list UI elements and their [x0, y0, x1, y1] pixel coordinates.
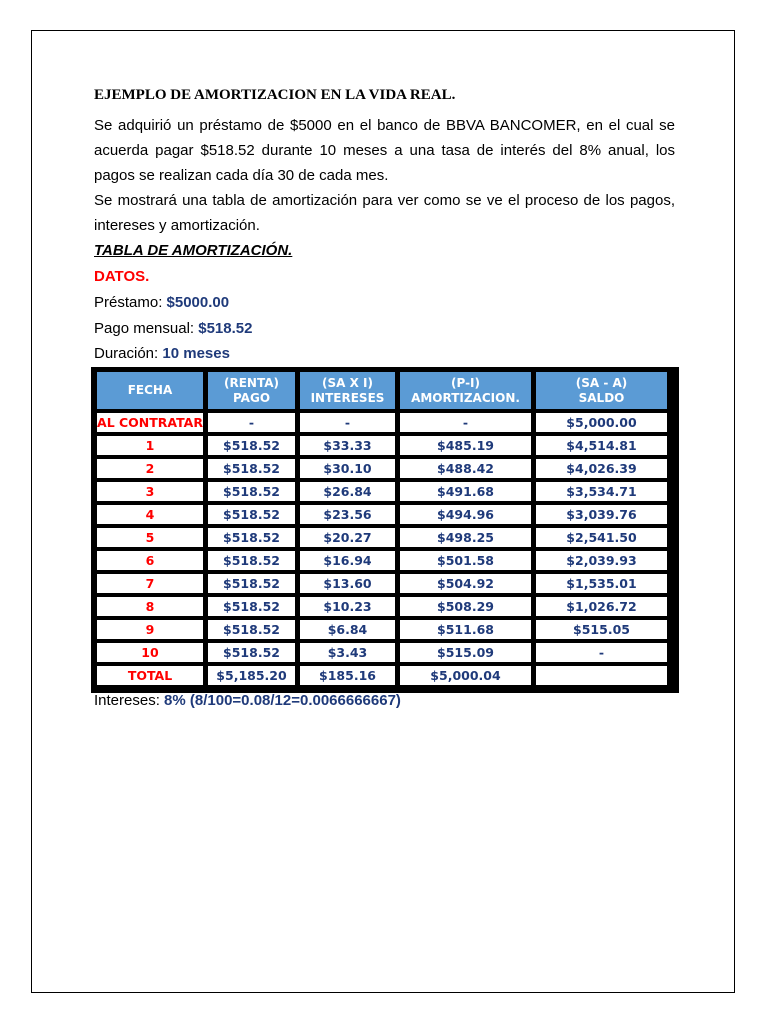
cell-saldo: $3,039.76	[536, 505, 667, 524]
cell-fecha: TOTAL	[97, 666, 203, 685]
cell-fecha: AL CONTRATAR	[97, 415, 203, 430]
datos-label: DATOS.	[94, 268, 150, 285]
cell-fecha: 3	[97, 482, 203, 501]
section-title: TABLA DE AMORTIZACIÓN.	[94, 242, 293, 259]
cell-pago: $518.52	[208, 482, 295, 501]
header-fecha	[97, 372, 203, 409]
cell-amortizacion: $488.42	[400, 459, 531, 478]
cell-fecha: 4	[97, 505, 203, 524]
explanation-paragraph: Se mostrará una tabla de amortización para ver como se ve el proceso de los pagos, intereses y amortización.	[94, 192, 675, 234]
cell-pago: $518.52	[208, 551, 295, 570]
amortization-table	[92, 368, 672, 689]
cell-amortizacion: $508.29	[400, 597, 531, 616]
document-body	[94, 83, 675, 367]
cell-amortizacion: $5,000.04	[400, 666, 531, 685]
table-row	[97, 505, 667, 524]
cell-saldo: $5,000.00	[536, 413, 667, 432]
cell-amortizacion: $511.68	[400, 620, 531, 639]
prestamo-value: $5000.00	[166, 294, 230, 311]
cell-saldo: $4,514.81	[536, 436, 667, 455]
header-intereses	[300, 372, 395, 409]
cell-fecha: 7	[97, 574, 203, 593]
intereses-value: 8% (8/100=0.08/12=0.0066666667)	[164, 692, 401, 709]
cell-amortizacion: -	[400, 413, 531, 432]
cell-fecha: 6	[97, 551, 203, 570]
cell-saldo	[536, 666, 667, 685]
header-saldo-line2: SALDO	[578, 390, 625, 405]
cell-intereses: $6.84	[300, 620, 395, 639]
cell-pago: $518.52	[208, 620, 295, 639]
cell-amortizacion: $485.19	[400, 436, 531, 455]
cell-amortizacion: $504.92	[400, 574, 531, 593]
header-intereses-line1: (SA X I)	[322, 375, 373, 390]
cell-intereses: $16.94	[300, 551, 395, 570]
cell-saldo: $2,039.93	[536, 551, 667, 570]
header-pago-line2: PAGO	[232, 390, 271, 405]
table-row	[97, 436, 667, 455]
table-row	[97, 459, 667, 478]
cell-amortizacion: $494.96	[400, 505, 531, 524]
cell-pago: $518.52	[208, 528, 295, 547]
table-row	[97, 551, 667, 570]
cell-amortizacion: $491.68	[400, 482, 531, 501]
duracion-value: 10 meses	[162, 345, 230, 362]
cell-intereses: -	[300, 413, 395, 432]
cell-saldo: $3,534.71	[536, 482, 667, 501]
cell-saldo: $1,026.72	[536, 597, 667, 616]
cell-fecha: 2	[97, 459, 203, 478]
table-row	[97, 413, 667, 432]
header-intereses-line2: INTERESES	[310, 390, 385, 405]
cell-pago: $518.52	[208, 574, 295, 593]
intereses-line	[94, 690, 401, 712]
cell-saldo: $4,026.39	[536, 459, 667, 478]
cell-pago: $518.52	[208, 505, 295, 524]
prestamo-line	[94, 290, 675, 316]
cell-fecha: 8	[97, 597, 203, 616]
header-pago	[208, 372, 295, 409]
pago-mensual-value: $518.52	[198, 319, 253, 337]
document-page	[31, 30, 735, 993]
header-amortizacion-line2: AMORTIZACION.	[411, 390, 520, 405]
cell-amortizacion: $501.58	[400, 551, 531, 570]
cell-intereses: $10.23	[300, 597, 395, 616]
cell-saldo: -	[536, 643, 667, 662]
cell-pago: $518.52	[208, 459, 295, 478]
intereses-label: Intereses:	[94, 692, 165, 709]
amortization-table-frame	[91, 367, 679, 693]
document-heading: EJEMPLO DE AMORTIZACION EN LA VIDA REAL.	[94, 87, 456, 103]
pago-mensual-line	[94, 316, 675, 342]
table-row	[97, 597, 667, 616]
header-pago-line1: (RENTA)	[224, 375, 279, 390]
table-header-row	[97, 372, 667, 409]
header-saldo-line1: (SA - A)	[575, 375, 628, 390]
cell-fecha: 10	[97, 643, 203, 662]
table-row	[97, 666, 667, 685]
duracion-line	[94, 341, 675, 367]
cell-fecha: 1	[97, 436, 203, 455]
cell-intereses: $30.10	[300, 459, 395, 478]
header-amortizacion-line1: (P-I)	[451, 375, 480, 390]
cell-fecha: 9	[97, 620, 203, 639]
cell-intereses: $33.33	[300, 436, 395, 455]
table-body	[97, 413, 667, 685]
intro-paragraph: Se adquirió un préstamo de $5000 en el banco de BBVA BANCOMER, en el cual se acuerda pagar $518.52 durante 10 meses a una tasa de interés del 8% anual, los pagos se realizan cada día 30 de cada mes.	[94, 117, 675, 184]
cell-intereses: $13.60	[300, 574, 395, 593]
cell-saldo: $1,535.01	[536, 574, 667, 593]
header-fecha-line1: FECHA	[127, 383, 173, 397]
cell-saldo: $2,541.50	[536, 528, 667, 547]
cell-intereses: $20.27	[300, 528, 395, 547]
cell-saldo: $515.05	[536, 620, 667, 639]
pago-mensual-label: Pago mensual:	[94, 319, 199, 337]
table-row	[97, 528, 667, 547]
cell-fecha: 5	[97, 528, 203, 547]
header-saldo	[536, 372, 667, 409]
table-row	[97, 482, 667, 501]
cell-pago: $518.52	[208, 436, 295, 455]
cell-intereses: $3.43	[300, 643, 395, 662]
header-amortizacion	[400, 372, 531, 409]
prestamo-label: Préstamo:	[94, 294, 167, 311]
cell-pago: $518.52	[208, 643, 295, 662]
cell-pago: $518.52	[208, 597, 295, 616]
cell-pago: -	[208, 413, 295, 432]
cell-pago: $5,185.20	[208, 666, 295, 685]
duracion-label: Duración:	[94, 345, 163, 362]
cell-intereses: $185.16	[300, 666, 395, 685]
cell-intereses: $26.84	[300, 482, 395, 501]
table-row	[97, 574, 667, 593]
cell-intereses: $23.56	[300, 505, 395, 524]
table-row	[97, 643, 667, 662]
cell-amortizacion: $515.09	[400, 643, 531, 662]
table-row	[97, 620, 667, 639]
cell-amortizacion: $498.25	[400, 528, 531, 547]
